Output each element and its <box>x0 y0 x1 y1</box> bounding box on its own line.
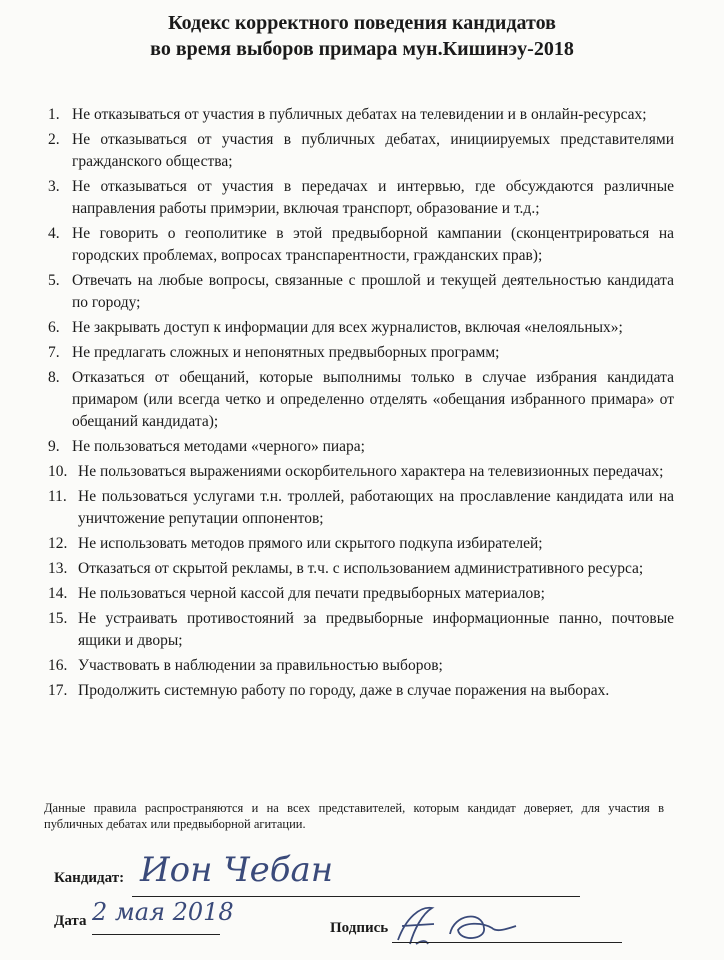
rule-text: Не устраивать противостояний за предвыборные информационные панно, почтовые ящики и дворы; <box>78 610 674 649</box>
candidate-label: Кандидат: <box>54 870 125 886</box>
rule-number: 12. <box>48 535 68 552</box>
date-underline <box>92 934 220 935</box>
candidate-underline <box>132 896 580 897</box>
rule-text: Не использовать методов прямого или скрытого подкупа избирателей; <box>78 535 543 552</box>
rule-text: Не говорить о геополитике в этой предвыборной кампании (сконцентрироваться на городских проблемах, вопросах транспарентности, гражданских прав); <box>72 225 674 264</box>
rule-text: Отказаться от обещаний, которые выполнимы только в случае избрания кандидата примаром (или всегда четко и определенно отделять «обещания избранного примара» от обещаний кандидата); <box>72 369 674 430</box>
rule-item <box>48 104 674 126</box>
rule-text: Не предлагать сложных и непонятных предвыборных программ; <box>72 344 500 361</box>
rule-item <box>48 655 674 677</box>
rule-item <box>48 583 674 605</box>
rule-text: Не пользоваться черной кассой для печати предвыборных материалов; <box>78 585 545 602</box>
rule-text: Продолжить системную работу по городу, даже в случае поражения на выборах. <box>78 682 610 699</box>
rule-text: Не отказываться от участия в публичных дебатах на телевидении и в онлайн-ресурсах; <box>72 106 647 123</box>
candidate-name-handwritten: Ион Чебан <box>140 850 334 890</box>
rule-text: Отвечать на любые вопросы, связанные с прошлой и текущей деятельностью кандидата по городу; <box>72 272 674 311</box>
rule-text: Не пользоваться выражениями оскорбительного характера на телевизионных передачах; <box>78 463 664 480</box>
rule-item <box>48 342 674 364</box>
rule-number: 4. <box>48 225 60 242</box>
rule-item <box>48 223 674 267</box>
rule-item <box>48 317 674 339</box>
rule-number: 16. <box>48 657 68 674</box>
rule-number: 1. <box>48 106 60 123</box>
rule-item <box>48 129 674 173</box>
rule-item <box>48 461 674 483</box>
rule-item <box>48 558 674 580</box>
date-row <box>54 913 86 930</box>
rule-text: Не отказываться от участия в публичных дебатах, инициируемых представителями гражданского общества; <box>72 131 674 170</box>
rule-number: 8. <box>48 369 60 386</box>
rule-number: 13. <box>48 560 68 577</box>
title-line-2: во время выборов примара мун.Кишинэу-2018 <box>150 38 574 60</box>
rule-number: 5. <box>48 272 60 289</box>
rule-text: Не закрывать доступ к информации для всех журналистов, включая «нелояльных»; <box>72 319 623 336</box>
rule-number: 6. <box>48 319 60 336</box>
rule-number: 17. <box>48 682 68 699</box>
signature-row <box>330 920 388 937</box>
rule-number: 7. <box>48 344 60 361</box>
rule-text: Не пользоваться услугами т.н. троллей, работающих на прославление кандидата или на уничтожение репутации оппонентов; <box>78 488 674 527</box>
rule-number: 9. <box>48 438 60 455</box>
page-title <box>0 10 724 62</box>
date-handwritten: 2 мая 2018 <box>92 898 234 926</box>
rule-text: Отказаться от скрытой рекламы, в т.ч. с использованием административного ресурса; <box>78 560 644 577</box>
rule-text: Не пользоваться методами «черного» пиара; <box>72 438 365 455</box>
rule-number: 10. <box>48 463 68 480</box>
rule-number: 11. <box>48 488 67 505</box>
title-line-1: Кодекс корректного поведения кандидатов <box>168 12 556 34</box>
rule-text: Не отказываться от участия в передачах и интервью, где обсуждаются различные направления работы примэрии, включая транспорт, образование и т.д.; <box>72 178 674 217</box>
rule-number: 15. <box>48 610 68 627</box>
rule-number: 14. <box>48 585 68 602</box>
rule-number: 3. <box>48 178 60 195</box>
rule-item <box>48 436 674 458</box>
date-label: Дата <box>54 913 87 929</box>
rule-item <box>48 533 674 555</box>
signature-underline <box>392 942 622 943</box>
rule-item <box>48 608 674 652</box>
candidate-row <box>54 870 124 887</box>
rule-item <box>48 367 674 433</box>
rule-item <box>48 270 674 314</box>
footnote: Данные правила распространяются и на всех представителей, которым кандидат доверяет, для участия в публичных дебатах или предвыборной агитации. <box>44 801 664 831</box>
rule-item <box>48 176 674 220</box>
rule-number: 2. <box>48 131 60 148</box>
rules-list <box>48 104 674 705</box>
rule-text: Участвовать в наблюдении за правильностью выборов; <box>78 657 443 674</box>
signature-label: Подпись <box>330 920 389 936</box>
rule-item <box>48 680 674 702</box>
rule-item <box>48 486 674 530</box>
